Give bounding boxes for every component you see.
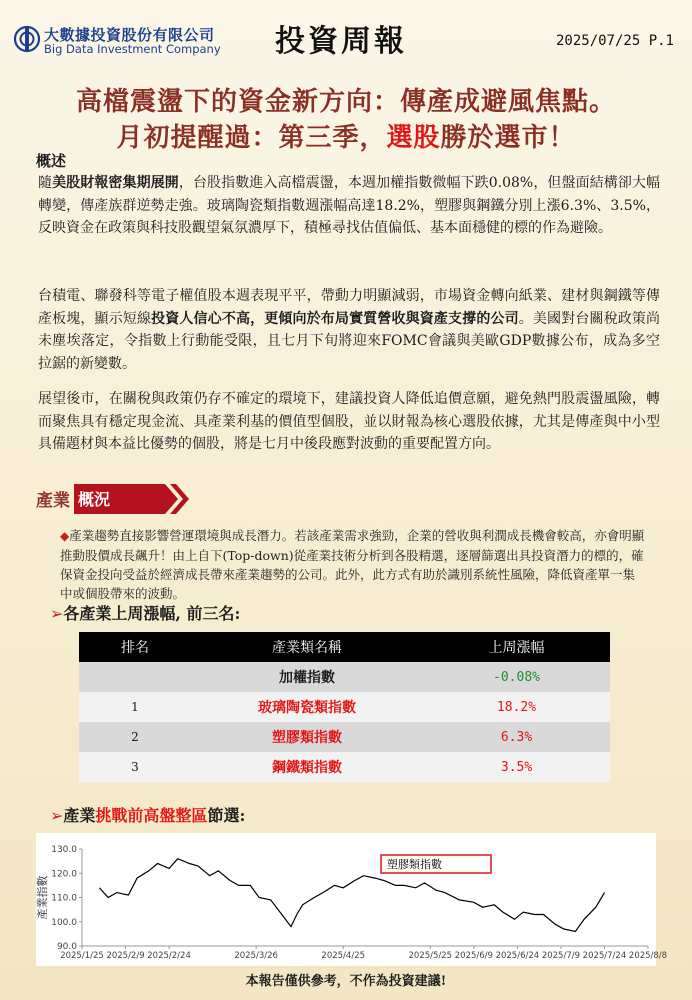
column-header-change: 上周漲幅 xyxy=(423,632,610,662)
selection-heading xyxy=(50,803,245,826)
report-title: 投資周報 xyxy=(275,24,407,59)
rank-heading-text: 各產業上周漲幅, 前三名: xyxy=(63,604,241,623)
industry-name-cell: 加權指數 xyxy=(191,662,423,692)
y-tick-label: 90.0 xyxy=(56,942,77,952)
rank-cell: 3 xyxy=(79,752,191,782)
company-logo xyxy=(14,24,244,58)
change-cell: 3.5% xyxy=(423,752,610,782)
selection-heading-a: 產業 xyxy=(63,806,96,825)
rank-heading xyxy=(50,601,240,624)
industry-index-chart xyxy=(36,833,668,966)
banner-label-industry: 產業 xyxy=(36,491,70,511)
industry-name-cell: 玻璃陶瓷類指數 xyxy=(191,692,423,722)
x-tick-label: 2025/6/24 xyxy=(495,951,540,961)
y-tick-label: 120.0 xyxy=(51,869,77,880)
p2-text-a: 台積電、聯發科等電子權值股本週表現平平，帶動力明顯減弱，市場資金轉向紙業、建材與鋼鐵等傳產板塊，顯示短線 xyxy=(38,288,660,327)
table-header-row xyxy=(79,632,610,662)
y-axis-label: 產業指數 xyxy=(36,875,49,920)
p2-text-b: 。美國對台關稅政策尚未塵埃落定，令指數上行動能受限，且七月下旬將迎來FOMC會議與美歐GDP數據公布，成為多空拉鋸的新變數。 xyxy=(38,310,661,372)
industry-description xyxy=(60,526,645,603)
overview-paragraph-1 xyxy=(38,172,660,240)
rank-cell: 2 xyxy=(79,722,191,752)
headline-highlight: 選股 xyxy=(386,123,441,153)
company-name-en: Big Data Investment Company xyxy=(44,42,221,56)
industry-rank-table xyxy=(79,632,610,782)
table-row xyxy=(79,662,610,692)
x-tick-label: 2025/3/26 xyxy=(234,951,278,961)
x-tick-label: 2025/2/9 xyxy=(106,951,145,961)
column-header-name: 產業類名稱 xyxy=(191,632,423,662)
headline-line-2-part-b: 勝於選市！ xyxy=(440,123,576,153)
company-logo-icon xyxy=(14,26,40,52)
industry-banner xyxy=(30,483,195,515)
column-header-rank: 排名 xyxy=(79,632,191,662)
disclaimer-footer: 本報告僅供參考，不作為投資建議! xyxy=(245,974,447,989)
p2-bold: 投資人信心不高，更傾向於布局實質營收與資產支撐的公司 xyxy=(151,310,519,327)
overview-paragraph-3: 展望後市，在關稅與政策仍存不確定的環境下，建議投資人降低追價意願，避免熱門股震盪風險，轉而聚焦具有穩定現金流、具產業利基的價值型個股，並以財報為核心選股依據，尤其是傳產與中小型具備題材與本益比優勢的個股，將是七月中後段應對波動的重要配置方向。 xyxy=(38,391,660,452)
report-date-page: 2025/07/25 P.1 xyxy=(555,33,674,49)
x-tick-label: 2025/7/9 xyxy=(541,951,581,961)
series-line xyxy=(99,859,604,932)
legend-label: 塑膠類指數 xyxy=(387,858,442,871)
diamond-bullet-icon: ◆ xyxy=(60,529,70,543)
y-tick-label: 110.0 xyxy=(51,893,77,904)
x-tick-label: 2025/4/25 xyxy=(321,951,366,961)
p1-bold: 美股財報密集期展開 xyxy=(52,175,179,191)
change-cell: 18.2% xyxy=(423,692,610,722)
banner-label-overview: 概況 xyxy=(78,490,111,509)
table-row xyxy=(79,752,610,782)
headline-line-2 xyxy=(0,120,692,156)
p1-text-a: 隨 xyxy=(38,175,53,191)
arrow-bullet-icon: ➢ xyxy=(50,806,64,825)
overview-heading: 概述 xyxy=(36,152,67,170)
headline-line-2-part-a: 月初提醒過：第三季， xyxy=(116,123,387,153)
industry-description-text: 產業趨勢直接影響營運環境與成長潛力。若該產業需求強勁，企業的營收與利潤成長機會較高，亦會明顯推動股價成長飆升！由上自下(Top-down)從產業技術分析到各股精選，逐層篩選出具投資潛力的標的，確保資金投向受益於經濟成長帶來產業趨勢的公司。此外，此方式有助於識別系統性風險，降低資產單一集中或個股帶來的波動。 xyxy=(60,528,645,601)
headline-line-1: 高檔震盪下的資金新方向：傳產成避風焦點。 xyxy=(75,87,616,117)
change-cell: 6.3% xyxy=(423,722,610,752)
p1-text-b: ，台股指數進入高檔震盪，本週加權指數微幅下跌0.08%，但盤面結構卻大幅轉變，傳產族群逆勢走強。玻璃陶瓷類指數週漲幅高達18.2%，塑膠與鋼鐵分別上漲6.3%、3.5%，反映資金在政策與科技股觀望氣氛濃厚下，積極尋找估值偏低、基本面穩健的標的作為避險。 xyxy=(38,175,661,236)
x-tick-label: 2025/1/25 xyxy=(60,951,104,961)
x-tick-label: 2025/8/8 xyxy=(628,951,668,961)
selection-heading-highlight: 挑戰前高盤整區 xyxy=(95,806,208,825)
y-tick-label: 130.0 xyxy=(51,845,77,855)
chart-svg xyxy=(36,833,668,966)
rank-cell: 1 xyxy=(79,692,191,722)
x-tick-label: 2025/7/24 xyxy=(582,951,627,961)
industry-name-cell: 鋼鐵類指數 xyxy=(191,752,423,782)
headline xyxy=(0,84,692,156)
overview-paragraph-2 xyxy=(38,285,660,375)
selection-heading-b: 節選: xyxy=(207,806,246,825)
x-tick-label: 2025/5/25 xyxy=(408,951,453,961)
rank-cell xyxy=(79,662,191,692)
industry-name-cell: 塑膠類指數 xyxy=(191,722,423,752)
table-row xyxy=(79,722,610,752)
y-tick-label: 100.0 xyxy=(51,917,77,928)
change-cell: -0.08% xyxy=(423,662,610,692)
arrow-bullet-icon: ➢ xyxy=(50,604,64,623)
x-tick-label: 2025/6/9 xyxy=(454,951,493,961)
table-row xyxy=(79,692,610,722)
x-tick-label: 2025/2/24 xyxy=(147,951,191,961)
company-name-cn: 大數據投資股份有限公司 xyxy=(44,26,215,44)
